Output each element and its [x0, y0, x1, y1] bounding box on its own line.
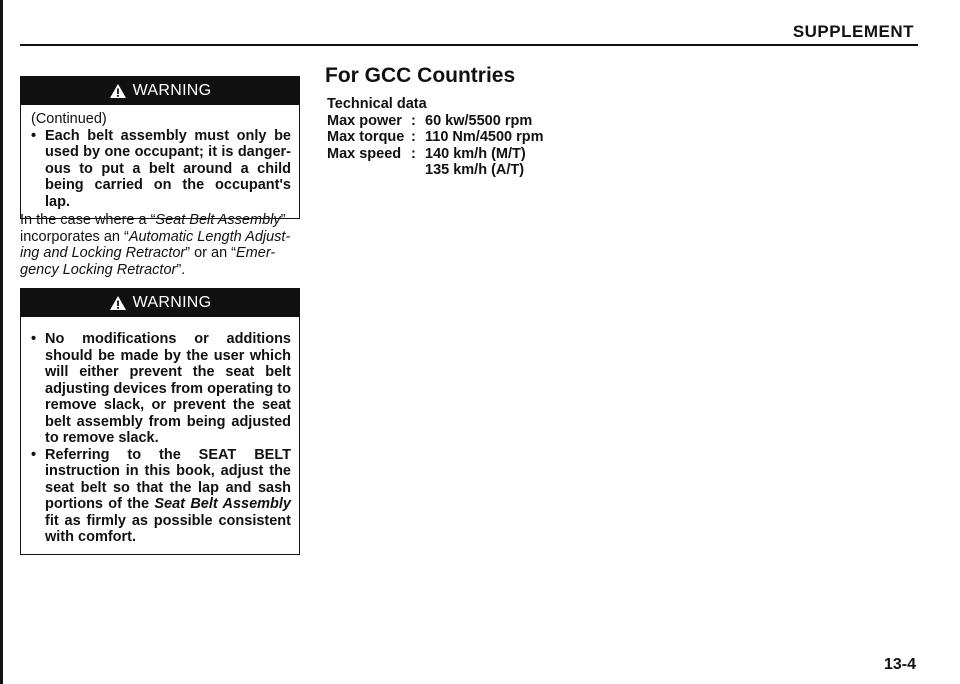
spec-row — [327, 162, 544, 179]
body-paragraph — [20, 212, 302, 278]
bullet-dot: • — [31, 331, 37, 347]
warning-body — [21, 317, 299, 554]
spec-row — [327, 129, 544, 146]
page-edge-line — [0, 0, 3, 684]
spec-key: Max speed — [327, 145, 402, 162]
header-rule — [20, 44, 918, 46]
warning-triangle-icon — [109, 83, 127, 99]
technical-data-subtitle: Technical data — [327, 96, 427, 112]
warning-bullet — [31, 331, 291, 447]
spec-row — [327, 113, 544, 130]
para-text: ” or an “ — [185, 245, 237, 261]
page-number: 13-4 — [883, 656, 916, 673]
technical-data — [327, 96, 544, 179]
spec-value: 135 km/h (A/T) — [425, 162, 525, 178]
spec-sep — [411, 162, 425, 179]
section-title: SUPPLEMENT — [792, 22, 914, 41]
specs-table — [327, 113, 544, 179]
para-italic-term: Seat Belt Assembly — [155, 212, 281, 228]
spec-sep: : — [411, 145, 416, 162]
bullet-text — [45, 447, 291, 546]
para-italic-term: Automatic Length Adjust-ing and Locking Retractor — [20, 228, 291, 261]
warning-header — [21, 289, 299, 317]
spec-row — [327, 146, 544, 163]
spec-key: Max power — [327, 112, 402, 129]
spec-value: 140 km/h (M/T) — [425, 145, 526, 162]
para-italic-term: Emer-gency Locking Retractor — [20, 245, 276, 278]
spec-value: 60 kw/5500 rpm — [425, 112, 533, 129]
warning-box-continued — [20, 76, 300, 219]
gcc-heading: For GCC Countries — [325, 64, 516, 87]
spec-key: Max torque — [327, 129, 405, 145]
spec-key — [327, 162, 411, 179]
warning-box-modifications — [20, 288, 300, 555]
spec-sep: : — [411, 129, 416, 145]
para-text: ”. — [176, 261, 186, 278]
bullet-dot: • — [31, 127, 37, 144]
continued-label: (Continued) — [31, 111, 107, 127]
bullet-text: No modifications or additions should be made by the user which will either prevent the seat belt adjusting devices from operating to remove slack, or prevent the seat belt assembly from being adjusted to remove slack. — [45, 331, 291, 446]
warning-title: WARNING — [132, 82, 212, 99]
warning-title: WARNING — [132, 294, 212, 311]
bullet-text-part: fit as firmly as possible consistent with comfort. — [45, 512, 291, 545]
warning-bullet — [31, 447, 291, 546]
para-text: In the case where a “ — [20, 212, 156, 228]
bullet-dot: • — [31, 446, 37, 463]
spec-value: 110 Nm/4500 rpm — [425, 129, 544, 145]
para-text: ” incorporates an “ — [20, 212, 286, 245]
bullet-italic-term: Seat Belt Assembly — [154, 496, 291, 512]
warning-header — [21, 77, 299, 105]
bullet-text: Each belt assembly must only be used by one occupant; it is danger-ous to put a belt around a child being carried on the occupant's lap. — [45, 127, 291, 210]
warning-triangle-icon — [109, 295, 127, 311]
spec-sep: : — [411, 112, 416, 129]
warning-body — [21, 105, 299, 218]
warning-bullet — [31, 128, 291, 211]
bullet-text-part: Referring to the SEAT BELT instruction in this book, adjust the seat belt so that the lap and sash portions of the — [45, 446, 291, 512]
